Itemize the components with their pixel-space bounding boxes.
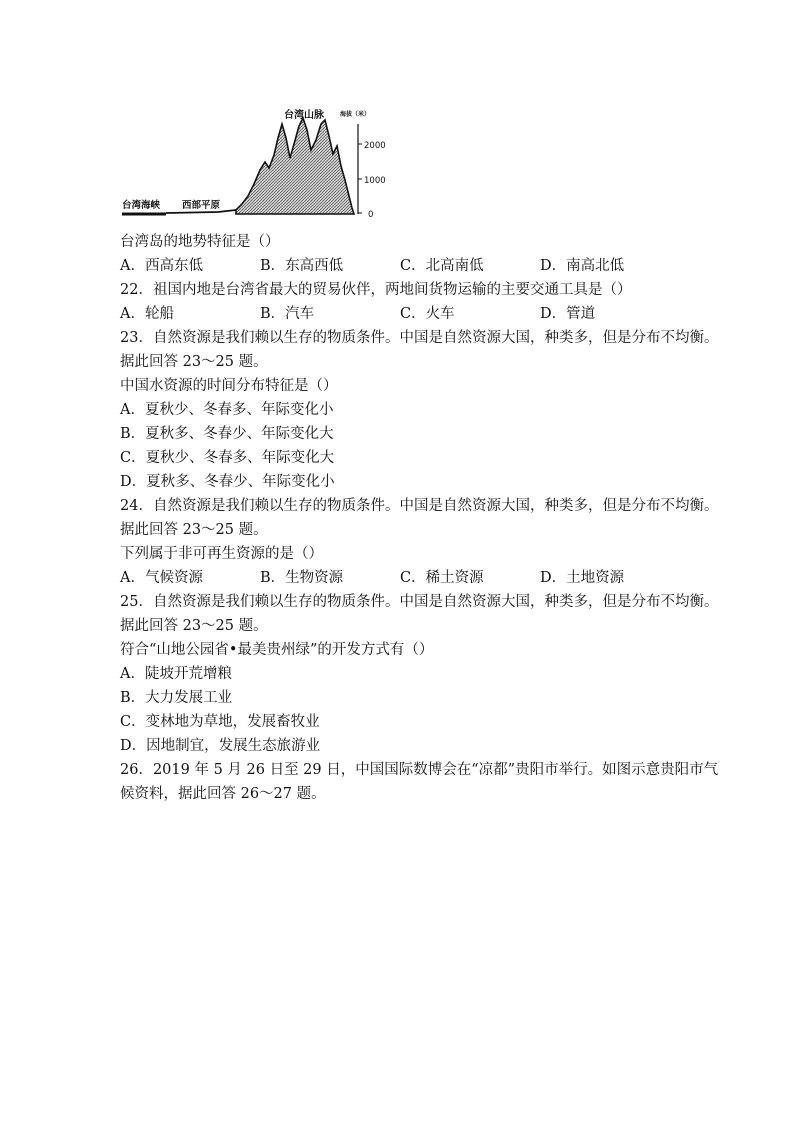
- q23-option-b[interactable]: B．夏秋多、冬春少、年际变化大: [120, 426, 334, 442]
- label-plain: 西部平原: [182, 200, 221, 211]
- q22-option-b[interactable]: B．汽车: [260, 306, 315, 322]
- q25-intro-line2: 据此回答 23～25 题。: [120, 618, 268, 634]
- figure-title: 台湾山脉: [284, 110, 324, 121]
- label-strait: 台湾海峡: [122, 200, 161, 211]
- q23-option-d[interactable]: D．夏秋多、冬春少、年际变化小: [120, 474, 335, 490]
- q24-option-d[interactable]: D．土地资源: [540, 570, 625, 586]
- q22-option-a[interactable]: A．轮船: [120, 306, 174, 322]
- q25-option-c[interactable]: C．变林地为草地，发展畜牧业: [120, 714, 320, 730]
- q24-stem: 下列属于非可再生资源的是（）: [120, 546, 323, 562]
- q23-intro-line1: 23．自然资源是我们赖以生存的物质条件。中国是自然资源大国，种类多，但是分布不均衡。: [120, 330, 719, 346]
- q23-option-c[interactable]: C．夏秋少、冬春多、年际变化大: [120, 450, 335, 466]
- q22-option-c[interactable]: C．火车: [400, 306, 455, 322]
- q21-options: [120, 256, 680, 276]
- q23-stem: 中国水资源的时间分布特征是（）: [120, 378, 338, 394]
- q26-line1: 26．2019 年 5 月 26 日至 29 日，中国国际数博会在“凉都”贵阳市举行。如图示意贵阳市气: [120, 762, 719, 778]
- q24-intro-line1: 24．自然资源是我们赖以生存的物质条件。中国是自然资源大国，种类多，但是分布不均衡。: [120, 498, 719, 514]
- q25-option-b[interactable]: B．大力发展工业: [120, 690, 233, 706]
- q25-stem: 符合“山地公园省•最美贵州绿”的开发方式有（）: [120, 642, 434, 658]
- taiwan-terrain-profile: [118, 100, 386, 220]
- q22-options: [120, 304, 680, 324]
- q25-option-d[interactable]: D．因地制宜，发展生态旅游业: [120, 738, 321, 754]
- q24-options: [120, 568, 680, 588]
- q21-stem: 台湾岛的地势特征是（）: [120, 234, 280, 250]
- tick-2000: 2000: [364, 141, 386, 151]
- q26-line2: 候资料，据此回答 26～27 题。: [120, 786, 326, 802]
- q24-option-a[interactable]: A．气候资源: [120, 570, 203, 586]
- q22-option-d[interactable]: D．管道: [540, 306, 596, 322]
- mountain-profile: [236, 118, 354, 214]
- figure-unit: 海拔（米）: [340, 111, 371, 118]
- q23-intro-line2: 据此回答 23～25 题。: [120, 354, 268, 370]
- q24-option-c[interactable]: C．稀土资源: [400, 570, 484, 586]
- q24-intro-line2: 据此回答 23～25 题。: [120, 522, 268, 538]
- q25-option-a[interactable]: A．陡坡开荒增粮: [120, 666, 232, 682]
- q25-intro-line1: 25．自然资源是我们赖以生存的物质条件。中国是自然资源大国，种类多，但是分布不均衡。: [120, 594, 719, 610]
- q21-option-a[interactable]: A．西高东低: [120, 258, 203, 274]
- q21-option-c[interactable]: C．北高南低: [400, 258, 484, 274]
- q21-option-b[interactable]: B．东高西低: [260, 258, 344, 274]
- q23-option-a[interactable]: A．夏秋少、冬春多、年际变化小: [120, 402, 334, 418]
- q24-option-b[interactable]: B．生物资源: [260, 570, 344, 586]
- tick-0: 0: [368, 210, 374, 220]
- q22-stem: 22．祖国内地是台湾省最大的贸易伙伴，两地间货物运输的主要交通工具是（）: [120, 282, 632, 298]
- q21-option-d[interactable]: D．南高北低: [540, 258, 625, 274]
- tick-1000: 1000: [364, 176, 386, 186]
